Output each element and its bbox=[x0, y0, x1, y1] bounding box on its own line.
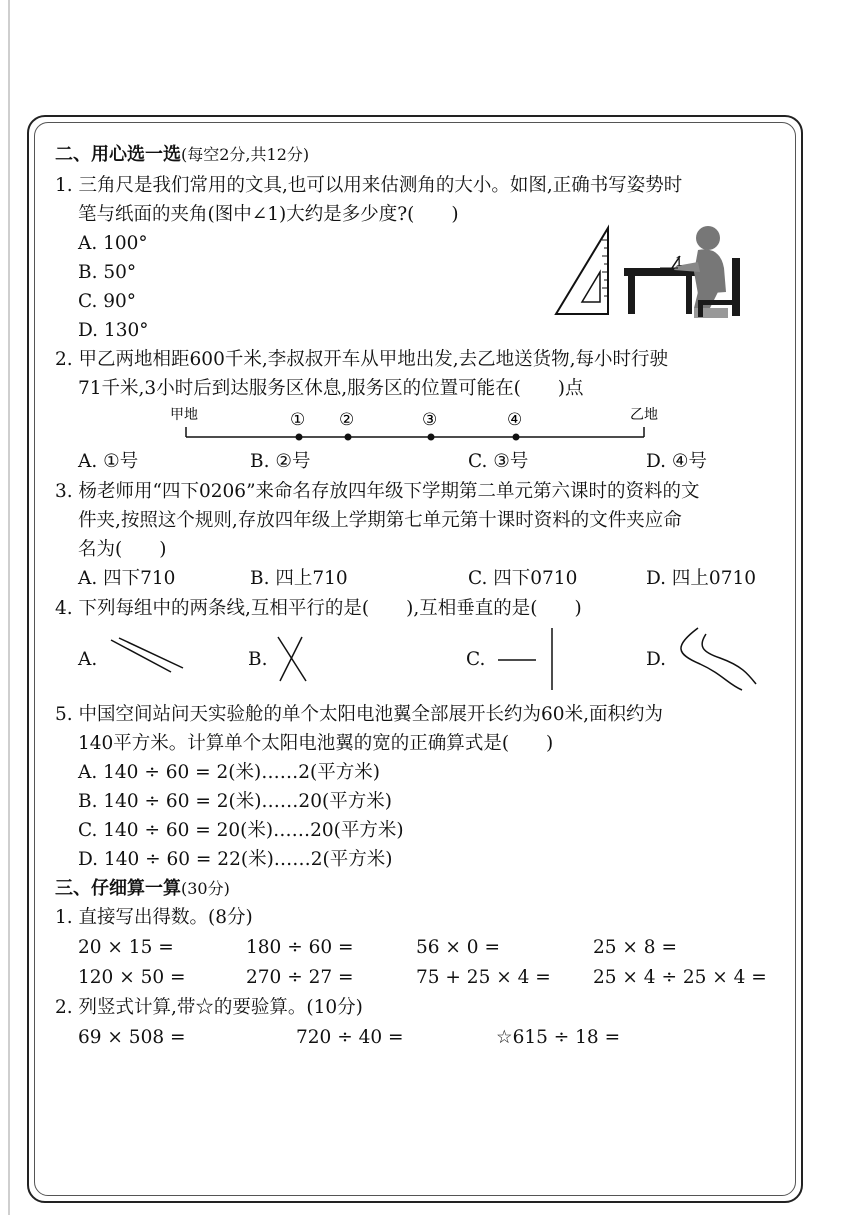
p1-r1-c1: 20 × 15 = bbox=[78, 937, 174, 958]
q1-option-d: D. 130° bbox=[78, 320, 149, 341]
q4-option-c: C. bbox=[466, 649, 486, 670]
q3-line2: 件夹,按照这个规则,存放四年级上学期第七单元第十课时资料的文件夹应命 bbox=[78, 510, 682, 531]
section3-header bbox=[55, 877, 230, 901]
p1-r2-c3: 75 + 25 × 4 = bbox=[416, 967, 551, 988]
q1-figure bbox=[548, 222, 748, 322]
q3-line3: 名为( ) bbox=[78, 539, 167, 560]
q1-line1: 1. 三角尺是我们常用的文具,也可以用来估测角的大小。如图,正确书写姿势时 bbox=[55, 175, 683, 196]
q4-b-crossing-lines bbox=[272, 633, 312, 685]
section2-header bbox=[55, 143, 309, 167]
q5-option-d: D. 140 ÷ 60 = 22(米)……2(平方米) bbox=[78, 849, 393, 870]
point-3 bbox=[428, 434, 435, 441]
section2-note: (每空2分,共12分) bbox=[181, 145, 310, 164]
angle-label: 1 bbox=[675, 255, 684, 270]
point-3-label: ③ bbox=[422, 410, 438, 430]
q5-line2: 140平方米。计算单个太阳电池翼的宽的正确算式是( ) bbox=[78, 733, 554, 754]
point-1 bbox=[296, 434, 303, 441]
q1-line2: 笔与纸面的夹角(图中∠1)大约是多少度?( ) bbox=[78, 204, 459, 225]
section3-title: 三、仔细算一算 bbox=[55, 878, 181, 899]
q3-option-c: C. 四下0710 bbox=[468, 568, 578, 589]
p1-r1-c2: 180 ÷ 60 = bbox=[246, 937, 354, 958]
section3-note: (30分) bbox=[181, 879, 230, 898]
q1-option-a: A. 100° bbox=[78, 233, 148, 254]
p1-r2-c1: 120 × 50 = bbox=[78, 967, 186, 988]
q2-option-b: B. ②号 bbox=[250, 451, 311, 472]
q4-option-a: A. bbox=[78, 649, 98, 670]
q3-option-b: B. 四上710 bbox=[250, 568, 348, 589]
q4-d-curved-lines bbox=[672, 624, 762, 696]
q1-option-c: C. 90° bbox=[78, 291, 137, 312]
point-2 bbox=[345, 434, 352, 441]
p2-item-3: ☆615 ÷ 18 = bbox=[496, 1027, 621, 1048]
p1-r1-c3: 56 × 0 = bbox=[416, 937, 500, 958]
q1-option-b: B. 50° bbox=[78, 262, 137, 283]
p1-title: 1. 直接写出得数。(8分) bbox=[55, 907, 253, 928]
q2-number-line bbox=[150, 405, 710, 445]
q2-line1: 2. 甲乙两地相距600千米,李叔叔开车从甲地出发,去乙地送货物,每小时行驶 bbox=[55, 349, 668, 370]
p1-r2-c4: 25 × 4 ÷ 25 × 4 = bbox=[593, 967, 767, 988]
q2-line2: 71千米,3小时后到达服务区休息,服务区的位置可能在( )点 bbox=[78, 378, 584, 399]
p2-title: 2. 列竖式计算,带☆的要验算。(10分) bbox=[55, 997, 363, 1018]
p1-r2-c2: 270 ÷ 27 = bbox=[246, 967, 354, 988]
q5-line1: 5. 中国空间站问天实验舱的单个太阳电池翼全部展开长约为60米,面积约为 bbox=[55, 704, 663, 725]
point-4 bbox=[513, 434, 520, 441]
q5-option-a: A. 140 ÷ 60 = 2(米)……2(平方米) bbox=[78, 762, 380, 783]
q4-c-separate-lines bbox=[494, 624, 564, 694]
end-label: 乙地 bbox=[630, 407, 658, 423]
q3-option-a: A. 四下710 bbox=[78, 568, 176, 589]
q3-line1: 3. 杨老师用“四下0206”来命名存放四年级下学期第二单元第六课时的资料的文 bbox=[55, 481, 700, 502]
start-label: 甲地 bbox=[170, 407, 198, 423]
set-square-icon bbox=[556, 228, 608, 314]
q4-option-d: D. bbox=[646, 649, 667, 670]
q4-option-b: B. bbox=[248, 649, 268, 670]
q4-a-parallel-lines bbox=[105, 634, 185, 682]
p2-item-1: 69 × 508 = bbox=[78, 1027, 186, 1048]
q4-line1: 4. 下列每组中的两条线,互相平行的是( ),互相垂直的是( ) bbox=[55, 598, 582, 619]
writing-person-icon bbox=[624, 226, 740, 318]
section2-title: 二、用心选一选 bbox=[55, 144, 181, 165]
q2-option-d: D. ④号 bbox=[646, 451, 708, 472]
q5-option-b: B. 140 ÷ 60 = 2(米)……20(平方米) bbox=[78, 791, 392, 812]
q2-option-a: A. ①号 bbox=[78, 451, 139, 472]
point-2-label: ② bbox=[339, 410, 355, 430]
p2-item-2: 720 ÷ 40 = bbox=[296, 1027, 404, 1048]
p1-r1-c4: 25 × 8 = bbox=[593, 937, 677, 958]
point-4-label: ④ bbox=[507, 410, 523, 430]
point-1-label: ① bbox=[290, 410, 306, 430]
q2-option-c: C. ③号 bbox=[468, 451, 529, 472]
q3-option-d: D. 四上0710 bbox=[646, 568, 757, 589]
q5-option-c: C. 140 ÷ 60 = 20(米)……20(平方米) bbox=[78, 820, 404, 841]
page-edge bbox=[8, 0, 10, 1215]
